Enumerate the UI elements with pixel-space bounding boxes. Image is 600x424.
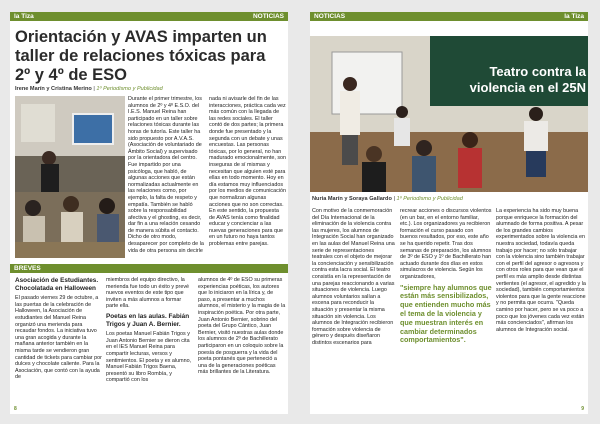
header-section-label: NOTICIAS xyxy=(252,13,284,20)
header-section-name: la Tiza xyxy=(564,13,584,20)
right-page-header xyxy=(310,12,588,21)
article-column-1: Durante el primer trimestre, los alumnos de 2º y 4º E.S.O. del I.E.S. Manuel Reina han participado en un taller sobre relaciones tóxicas durante las horas de tutoría. Este taller ha sido propuesto por A.V.A.S. (Asociación de voluntariado de Ámbito Social) y supervisado por la orientadora del centro. Fue impartido por una psicóloga, que habló, de algunas acciones que están normalizadas actualmente en las relaciones como, por ejemplo, la falta de respeto y empatía. También se habló sobre la responsabilidad afectiva y el ghosting, es decir, dar fin a una relación cesando de manera súbita el contacto. Dicho de otro modo, desaparecer por completo de la vida de otra persona sin decirle xyxy=(128,96,204,254)
page-number: 9 xyxy=(581,406,584,412)
left-page xyxy=(10,12,288,414)
article-title: Orientación y AVAS imparten un taller de relaciones tóxicas para 2º y 4º de ESO xyxy=(15,28,267,84)
breves-bar: BREVES xyxy=(10,264,288,273)
breve-column-1 xyxy=(15,277,102,407)
article-byline: Nuria Marín y Soraya Gallardo | 1º Periodismo y Publicidad xyxy=(312,196,463,202)
breve-column-3: alumnos de 4º de ESO su primeras experiencias poéticas, los autores que lo iniciaron en la lírica y, de paso, a presentar a muchos alumnos, el misterio y la magia de la inspiración poética. Por otra parte, Juan Antonio Bernier, sobrino del poeta del Grupo Cántico, Juan Bernier, visitó nuestras aulas donde los alumnos de 2º de Bachillerato participaron en un coloquio sobre la poesía de posguerra y la vida del poeta pontanés que perteneció a una de la generaciones poéticas más brillantes de la Literatura. xyxy=(198,277,286,376)
page-number: 8 xyxy=(14,406,17,412)
breve-1-continued: miembros del equipo directivo, la merienda fue todo un éxito y prevé nuevos eventos de este tipo que inviten a más alumnos a formar parte ella. xyxy=(106,277,190,310)
header-section-name: la Tiza xyxy=(14,13,34,20)
article-byline: Irene Marín y Cristina Merino | 1º Periodismo y Publicidad xyxy=(15,86,163,92)
left-page-header xyxy=(10,12,288,21)
article-column-1: Con motivo de la conmemoración del Día Internacional de la eliminación de la violencia contra las mujeres, los alumnos de Integración Social han organizado en las aulas del Manuel Reina una serie de representaciones teatrales con el objeto de mejorar la concienciación y sensibilización contra esta lacra social. El teatro consistía en la representación de una parejas reaccionando a varias situaciones de violencia. Luego alumnos voluntarios salían a escena para reconducir la situación y presentar la misma situación sin violencia. Los alumnos de Integración recibieron formación sobre violencia de género y después diseñaron distintos escenarios para xyxy=(312,208,395,346)
breve-column-2 xyxy=(106,277,194,407)
byline-authors: Nuria Marín y Soraya Gallardo xyxy=(312,196,392,202)
article-column-3: La experiencia ha sido muy buena porque enriquece la formación del alumnado de forma positiva. A pesar de los grandes cambios experimentados sobre la violencia en nuestra sociedad, todavía queda trabajo por hacer; no sólo trabajar con la violencia sino también trabajar con el perfil del agresor o agresora y con otros roles para que vean que el perfil es más amplio desde distintas vertientes (el agresor, el agredido y la sociedad), también comportamientos violentos para que la gente reaccione y no permita que ocurra. "Queda camino por hacer, pero se va poco a poco que los jóvenes cada vez están más concienciados", afirman los alumnos de Integración social. xyxy=(496,208,586,333)
right-page xyxy=(310,12,588,414)
breve-2-title: Poetas en las aulas. Fabián Trigos y Juan A. Bernier. xyxy=(106,312,190,328)
byline-authors: Irene Marín y Cristina Merino xyxy=(15,86,92,92)
breve-2-text: Los poetas Manuel Fabián Trigos y Juan Antonio Bernier se dieron cita en el IES Manuel Reina para compartir lecturas, versos y sentimientos. El poeta y ex alumno, Manuel Fabián Trigos Baena, presentó su libro Rombía, y compartió con los xyxy=(106,331,192,384)
breve-1-title: Asociación de Estudiantes. Chocolatada en Halloween xyxy=(15,277,99,292)
article-column-2: nada ni avisarle del fin de las interacciones, práctica cada vez más común con la llegada de las redes sociales. El taller contó de dos partes; la primera donde fue presentado y la segunda con un debate y unas encuestas. Las personas tóxicas, por lo general, no han madurado emocionalmente, son inseguras de sí mismas y necesitan que alguien esté para ellas en todo momento. Hoy en día estamos muy influenciados por los medios de comunicación que normalizan algunas acciones que no son correctas. En este sentido, la propuesta de AVAS tenía como finalidad educar y concienciar a las nuevas generaciones para que en un futuro no haya tantos problemas entre parejas. xyxy=(209,96,286,248)
breve-1-text: El pasado viernes 29 de octubre, a las puertas de la celebración de Halloween, la Asociación de estudiantes del Manuel Reina organizó una merienda para recaudar fondos. La iniciativa tuvo una gran acogida y durante la mañana anterior también en la misma tarde se vendieron gran cantidad de tickets para cambiar por dulces y chocolate caliente. Para la Asociación, que contó con la ayuda de xyxy=(15,295,102,381)
theatre-photo xyxy=(310,36,588,192)
article-column-2-text: recrear acciones o discursos violentos (en un bar, en el entorno familiar, etc.). Los organizadores ya recibieron formación el curso pasado con buenos resultados, por eso, este año se ha querido repetir. Tras dos semanas de preparación, los alumnos de 3º de ESO y 1º de Bachillerato han actuado durante dos días en estos simulacros de violencia. Según los organizadores, xyxy=(400,208,492,280)
pull-quote: "siempre hay alumnos que están más sensibilizados, que entienden mucho más el tema de la violencia y que muestran interés en cambiar determinados comportamientos". xyxy=(400,282,492,345)
byline-role: 1º Periodismo y Publicidad xyxy=(396,196,463,202)
photo-banner-text: Teatro contra la violencia en el 25N xyxy=(469,64,586,95)
classroom-photo xyxy=(15,96,125,258)
article-column-2 xyxy=(400,208,492,408)
header-section-label: NOTICIAS xyxy=(314,13,346,20)
byline-role: 1º Periodismo y Publicidad xyxy=(96,86,163,92)
